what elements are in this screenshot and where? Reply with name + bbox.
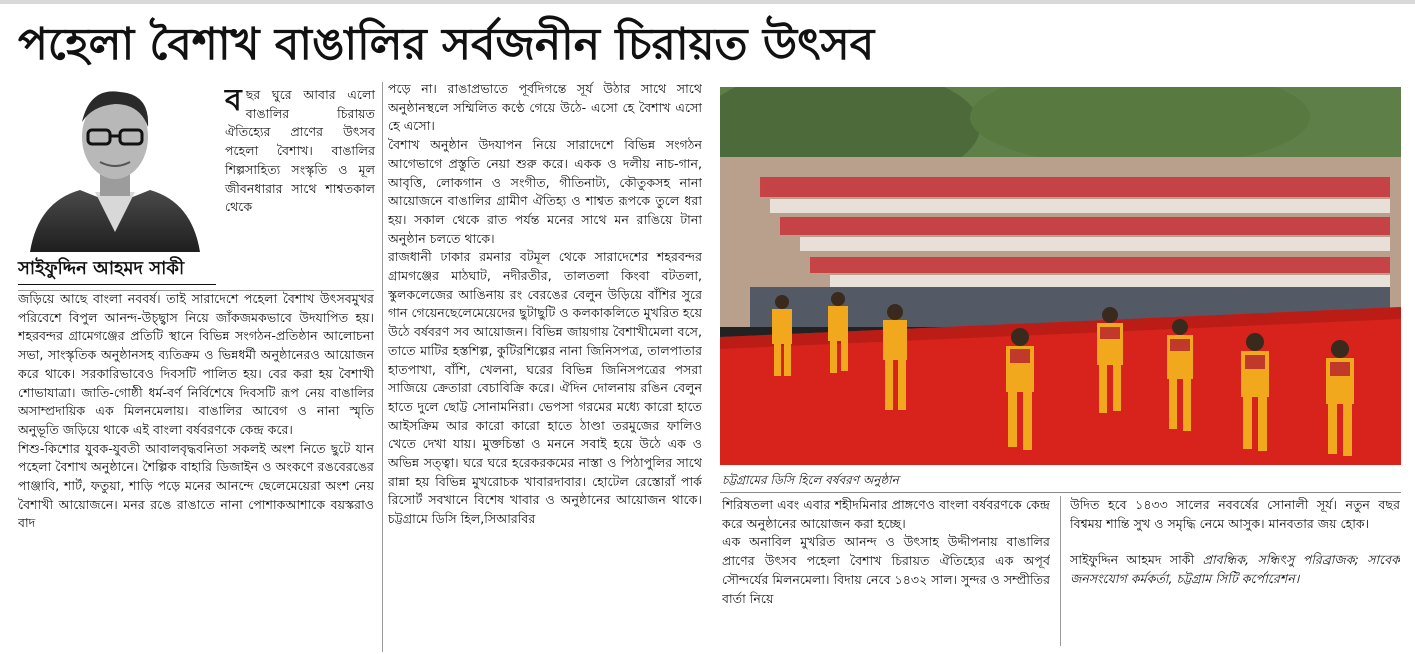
paragraph: উদিত হবে ১৪৩৩ সালের নববর্ষের সোনালী সূর্য। নতুন বছর বিশ্বময় শান্তি সুখ ও সমৃদ্ধি নেমে আসুক। মানবতার জয় হোক। xyxy=(1070,497,1400,531)
dropcap: ব xyxy=(225,83,242,118)
bio-role: প্রাবন্ধিক, সন্ধিৎসু পরিব্রাজক; সাবেক জনসংযোগ কর্মকর্তা, চট্টগ্রাম সিটি কর্পোরেশন। xyxy=(1070,552,1400,587)
author-bio xyxy=(1070,551,1400,588)
paragraph: শিশু-কিশোর যুবক-যুবতী আবালবৃদ্ধবনিতা সকলই অংশ নিতে ছুটে যান পহেলা বৈশাখ অনুষ্ঠানে। শৈল্পিক বাহারি ডিজাইন ও অংকণে রঙবেরঙের পাঞ্জাবি, শার্ট, ফতুয়া, শাড়ি পড়ে মনের আনন্দে ছেলেমেয়েরা অংশ নেয় বৈশাখী আয়োজনে। মনর রঙে রাঙাতে নানা পোশাকআশাকে বয়স্করাও বাদ xyxy=(18,440,374,531)
caption-rule xyxy=(720,492,1401,493)
column-2 xyxy=(388,80,702,652)
column-1 xyxy=(18,290,374,652)
paragraph: বৈশাখ অনুষ্ঠান উদযাপন নিয়ে সারাদেশে বিভিন্ন সংগঠন আগেভাগে প্রস্তুতি নেয়া শুরু করে। একক ও দলীয় নাচ-গান, আবৃত্তি, লোকগান ও সংগীত, গীতিনাট্য, কৌতুকসহ নানা আয়োজনে বাঙালির গ্রামীণ ঐতিহ্য ও শাশ্বত রূপকে তুলে ধরা হয়। সকাল থেকে রাত পর্যন্ত মনের সাথে মন রাঙিয়ে টানা অনুষ্ঠান চলতে থাকে। xyxy=(388,137,702,246)
dance-photo xyxy=(720,87,1401,465)
intro-paragraph xyxy=(225,83,375,217)
paragraph: এক অনাবিল মুখরিত আনন্দ ও উৎসাহ উদ্দীপনায় বাঙালির প্রাণের উৎসব পহেলা বৈশাখ চিরায়ত ঐতিহ্যের এক অপূর্ব সৌন্দর্যের মিলনমেলা। বিদায় নেবে ১৪৩২ সাল। সুন্দর ও সম্প্রীতির বার্তা নিয়ে xyxy=(722,534,1050,606)
paragraph: রাজধানী ঢাকার রমনার বটমূল থেকে সারাদেশের শহরবন্দর গ্রামগঞ্জের মাঠঘাট, নদীরতীর, তালতলা কিংবা বটতলা, স্কুলকলেজের আঙিনায় রং বেরঙের বেলুন উড়িয়ে বাঁশির সুরে গান গেয়েনছেলেমেয়েদের ছুটাছুটি ও কলকাকলিতে মুখরিত হয়ে উঠে বর্ষবরণ সব আয়োজন। বিভিন্ন জায়গায় বৈশাখীমেলা বসে, তাতে মাটির হস্তশিল্প, কুটিরশিল্পের নানা জিনিসপত্র, তালপাতার হাতপাখা, বাঁশি, খেলনা, ঘরের বিভিন্ন জিনিসপত্রের পসরা সাজিয়ে ক্রেতারা বেচাবিক্রি করে। ঐদিন দোলনায় রঙিন বেলুন হাতে দুলে ছোট্ট সোনামনিরা। ভেপসা গরমের মধ্যে কারো হাতে আইসক্রিম আর কারো কারো হাতে ঠাণ্ডা তরমুজের ফালিও খেতে দেখা যায়। মুক্তচিন্তা ও মননে সবাই হয়ে উঠে এক ও অভিন্ন সত্ত্বা। ঘরে ঘরে হরেকরকমের নাস্তা ও পিঠাপুলির সাথে রান্না হয় বিভিন্ন মুখরোচক খাবারদাবার। হোটেল রেস্তোরাঁ পার্ক রিসোর্ট সবখানে বিশেষ খাবার ও অনুষ্ঠানের আয়োজন থাকে। চট্টগ্রামে ডিসি হিল,সিআরবির xyxy=(388,249,702,527)
photo-caption: চট্টগ্রামের ডিসি হিলে বর্ষবরণ অনুষ্ঠান xyxy=(722,473,899,487)
column-3 xyxy=(722,496,1050,652)
paragraph: পড়ে না। রাঙাপ্রভাতে পূর্বদিগন্তে সূর্য উঠার সাথে সাথে অনুষ্ঠানস্থলে সম্মিলিত কণ্ঠে গেয়ে উঠে- এসো হে বৈশাখ এসো হে এসো। xyxy=(388,81,702,134)
headline: পহেলা বৈশাখ বাঙালির সর্বজনীন চিরায়ত উৎসব xyxy=(18,19,875,70)
bio-name: সাইফুদ্দিন আহমদ সাকী xyxy=(1070,552,1195,568)
paragraph: জড়িয়ে আছে বাংলা নববর্ষ। তাই সারাদেশে পহেলা বৈশাখ উৎসবমুখর পরিবেশে বিপুল আনন্দ-উচ্ছ্বাস নিয়ে জাঁকজমকভাবে উদযাপিত হয়। শহরবন্দর গ্রামেগঞ্জের প্রতিটি স্থানে বিভিন্ন সংগঠন-প্রতিষ্ঠান আলোচনা সভা, সাংস্কৃতিক অনুষ্ঠানসহ ব্যতিক্রম ও ভিন্নধর্মী অনুষ্ঠানেরও আয়োজন করে থাকে। সরকারিভাবেও দিবসটি পালিত হয়। বের করা হয় বৈশাখী শোভাযাত্রা। জাতি-গোষ্ঠী ধর্ম-বর্ণ নির্বিশেষে দিবসটি রূপ নেয় বাঙালির অসাম্প্রদায়িক এক মিলনমেলায়। বাঙালির আবেগ ও নানা স্মৃতি অনুভূতি জড়িয়ে থাকে এই বাংলা বর্ষবরণকে কেন্দ্র করে। xyxy=(18,291,374,437)
column-divider xyxy=(382,82,383,652)
top-rule xyxy=(0,0,1415,4)
column-4 xyxy=(1070,496,1400,652)
paragraph: শিরিষতলা এবং এবার শহীদমিনার প্রাঙ্গণেও বাংলা বর্ষবরণকে কেন্দ্র করে অনুষ্ঠানের আয়োজন করা হচ্ছে। xyxy=(722,497,1050,531)
intro-text: ছর ঘুরে আবার এলো বাঙালির চিরায়ত ঐতিহ্যের প্রাণের উৎসব পহেলা বৈশাখ। বাঙালির শিল্পসাহিত্য সংস্কৃতি ও মূল জীবনধারার সাথে শাশ্বতকাল থেকে xyxy=(225,87,375,215)
author-portrait xyxy=(20,82,210,252)
author-name: সাইফুদ্দিন আহমদ সাকী xyxy=(18,256,216,285)
column-divider xyxy=(1060,496,1061,646)
